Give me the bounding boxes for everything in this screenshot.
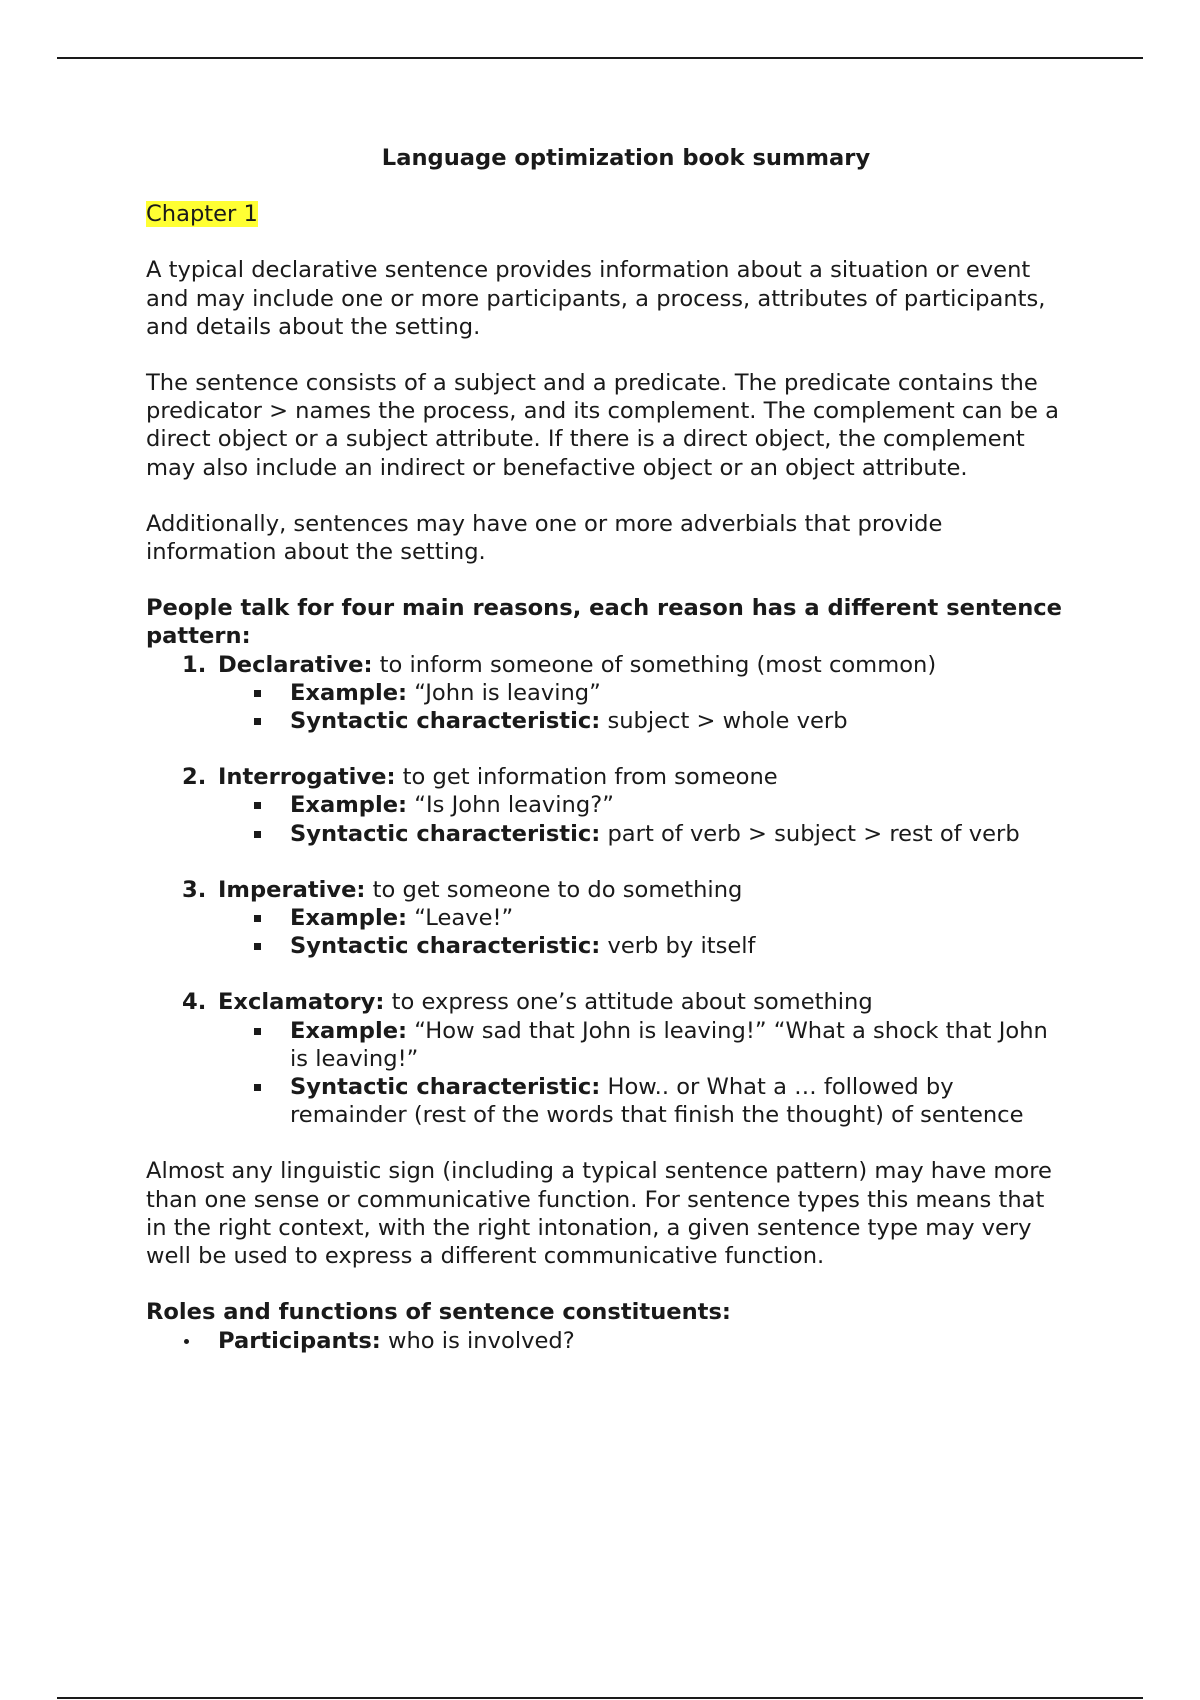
reason-item: [146, 763, 1066, 848]
reason-number: 2.: [182, 764, 207, 791]
reason-purpose: to inform someone of something (most common): [372, 651, 937, 678]
example-label: Example:: [290, 792, 408, 819]
reason-item: [146, 651, 1066, 736]
paragraph-structure: The sentence consists of a subject and a predicate. The predicate contains the predicator > names the process, and its complement. The complement can be a direct object or a subject attribute. If there is a direct object, the complement may also include an indirect or benefactive object or an object attribute.: [146, 370, 1059, 481]
reason-item: [146, 988, 1066, 1129]
roles-heading: Roles and functions of sentence constituents:: [146, 1299, 731, 1326]
document-title: Language optimization book summary: [381, 145, 871, 171]
square-bullet-icon: [254, 802, 261, 809]
reason-details: [218, 679, 1066, 735]
reason-name: Exclamatory:: [218, 989, 385, 1016]
reason-details: [218, 904, 1066, 960]
syntax-text: subject > whole verb: [600, 708, 848, 735]
example-label: Example:: [290, 905, 408, 932]
paragraph-intro: A typical declarative sentence provides information about a situation or event and may include one or more participants, a process, attributes of participants, and details about the setting.: [146, 257, 1046, 340]
reason-name: Imperative:: [218, 876, 366, 903]
role-text: who is involved?: [380, 1327, 575, 1354]
syntax-label: Syntactic characteristic:: [290, 933, 601, 960]
example-text: “Is John leaving?”: [407, 792, 614, 819]
example-text: “Leave!”: [407, 905, 514, 932]
reason-purpose: to express one’s attitude about something: [384, 989, 873, 1016]
square-bullet-icon: [254, 1084, 261, 1091]
chapter-label: Chapter 1: [146, 201, 258, 228]
reason-purpose: to get someone to do something: [365, 876, 743, 903]
document-body: [146, 144, 1066, 1355]
reason-number: 3.: [182, 876, 207, 903]
syntax-text: verb by itself: [600, 933, 756, 960]
example-item: [218, 679, 1066, 707]
example-item: [218, 1017, 1066, 1073]
syntax-label: Syntactic characteristic:: [290, 820, 601, 847]
reason-number: 4.: [182, 989, 207, 1016]
syntax-item: [218, 1073, 1066, 1129]
reason-purpose: to get information from someone: [395, 764, 778, 791]
syntax-item: [218, 820, 1066, 848]
square-bullet-icon: [254, 718, 261, 725]
example-text: “John is leaving”: [407, 679, 601, 706]
reason-number: 1.: [182, 651, 207, 678]
square-bullet-icon: [254, 690, 261, 697]
syntax-item: [218, 932, 1066, 960]
syntax-text: How.. or What a … followed by remainder (rest of the words that finish the thought) of sentence: [290, 1074, 1024, 1129]
roles-list: [146, 1327, 1066, 1355]
reason-name: Declarative:: [218, 651, 373, 678]
reasons-heading: People talk for four main reasons, each reason has a different sentence pattern:: [146, 595, 1062, 650]
square-bullet-icon: [254, 1028, 261, 1035]
example-item: [218, 904, 1066, 932]
header-rule: [57, 57, 1143, 59]
syntax-label: Syntactic characteristic:: [290, 1074, 601, 1101]
role-label: Participants:: [218, 1327, 381, 1354]
reason-details: [218, 1017, 1066, 1130]
reason-item: [146, 876, 1066, 961]
square-bullet-icon: [254, 915, 261, 922]
syntax-item: [218, 707, 1066, 735]
paragraph-senses: Almost any linguistic sign (including a typical sentence pattern) may have more than one sense or communicative function. For sentence types this means that in the right context, with the right intonation, a given sentence type may very well be used to express a different communicative function.: [146, 1158, 1052, 1270]
reason-details: [218, 791, 1066, 847]
square-bullet-icon: [254, 831, 261, 838]
paragraph-adverbials: Additionally, sentences may have one or more adverbials that provide information about the setting.: [146, 510, 943, 566]
reasons-list: [146, 651, 1066, 1130]
syntax-text: part of verb > subject > rest of verb: [600, 820, 1020, 847]
chapter-heading: [146, 200, 1066, 228]
round-bullet-icon: [184, 1339, 189, 1344]
syntax-label: Syntactic characteristic:: [290, 708, 601, 735]
example-label: Example:: [290, 679, 408, 706]
example-item: [218, 791, 1066, 819]
example-text: “How sad that John is leaving!” “What a shock that John is leaving!”: [290, 1017, 1048, 1072]
square-bullet-icon: [254, 943, 261, 950]
example-label: Example:: [290, 1017, 408, 1044]
role-item: [146, 1327, 1066, 1355]
reason-name: Interrogative:: [218, 764, 396, 791]
footer-rule: [57, 1697, 1143, 1699]
